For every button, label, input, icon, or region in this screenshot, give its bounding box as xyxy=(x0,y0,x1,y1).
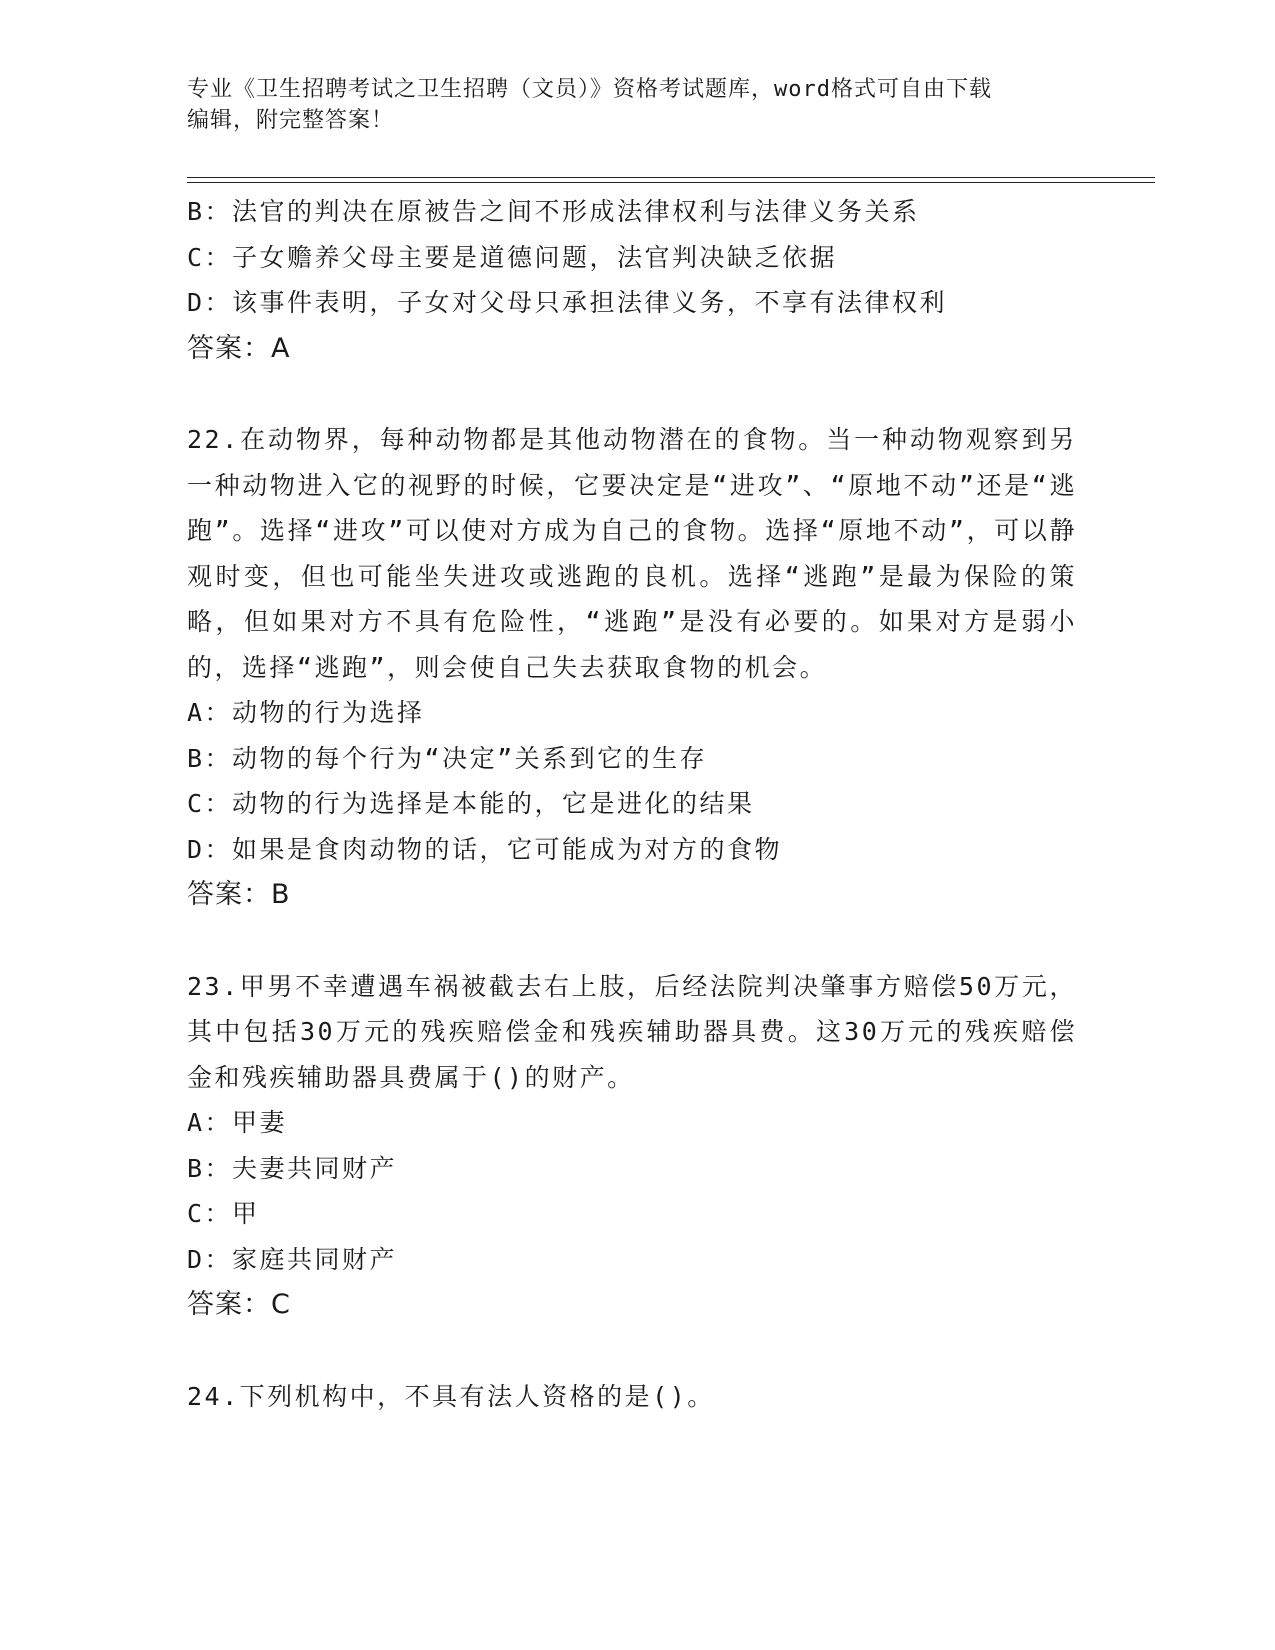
answer-label: 答案：C xyxy=(187,1289,291,1320)
question-22 xyxy=(187,417,1077,918)
question-24 xyxy=(187,1374,1077,1420)
option-c: C：子女赡养父母主要是道德问题，法官判决缺乏依据 xyxy=(187,242,838,272)
option-d: D：如果是食肉动物的话，它可能成为对方的食物 xyxy=(187,834,783,864)
option-c: C：甲 xyxy=(187,1199,260,1228)
option-b: B：动物的每个行为“决定”关系到它的生存 xyxy=(187,743,708,773)
document-header xyxy=(187,74,1087,136)
header-divider-bottom xyxy=(187,182,1155,183)
question-23 xyxy=(187,964,1077,1328)
spacer xyxy=(187,371,1077,417)
spacer xyxy=(187,1328,1077,1374)
question-list xyxy=(187,189,1077,1419)
question-stem: 22.在动物界，每种动物都是其他动物潜在的食物。当一种动物观察到另一种动物进入它的视野的时候，它要决定是“进攻”、“原地不动”还是“逃跑”。选择“进攻”可以使对方成为自己的食物。选择“原地不动”，可以静观时变，但也可能坐失进攻或逃跑的良机。选择“逃跑”是最为保险的策略，但如果对方不具有危险性，“逃跑”是没有必要的。如果对方是弱小的，选择“逃跑”，则会使自己失去获取食物的机会。 xyxy=(187,425,1077,682)
option-a: A：甲妻 xyxy=(187,1108,288,1137)
option-b: B：夫妻共同财产 xyxy=(187,1153,398,1183)
option-d: D：该事件表明，子女对父母只承担法律义务，不享有法律权利 xyxy=(187,288,948,317)
question-21-remainder xyxy=(187,189,1077,371)
option-c: C：动物的行为选择是本能的，它是进化的结果 xyxy=(187,789,755,818)
option-d: D：家庭共同财产 xyxy=(187,1244,398,1274)
question-stem: 23.甲男不幸遭遇车祸被截去右上肢，后经法院判决肇事方赔偿50万元，其中包括30万元的残疾赔偿金和残疾辅助器具费。这30万元的残疾赔偿金和残疾辅助器具费属于()的财产。 xyxy=(187,971,1077,1092)
header-divider-top xyxy=(187,177,1155,178)
header-line-1: 专业《卫生招聘考试之卫生招聘（文员）》资格考试题库，word格式可自由下载 xyxy=(187,77,992,102)
question-stem: 24.下列机构中，不具有法人资格的是()。 xyxy=(187,1381,715,1411)
answer-label: 答案：B xyxy=(187,879,291,910)
option-b: B：法官的判决在原被告之间不形成法律权利与法律义务关系 xyxy=(187,197,920,226)
spacer xyxy=(187,918,1077,964)
header-line-2: 编辑，附完整答案！ xyxy=(187,108,395,133)
option-a: A：动物的行为选择 xyxy=(187,698,425,727)
answer-label: 答案：A xyxy=(187,332,291,364)
